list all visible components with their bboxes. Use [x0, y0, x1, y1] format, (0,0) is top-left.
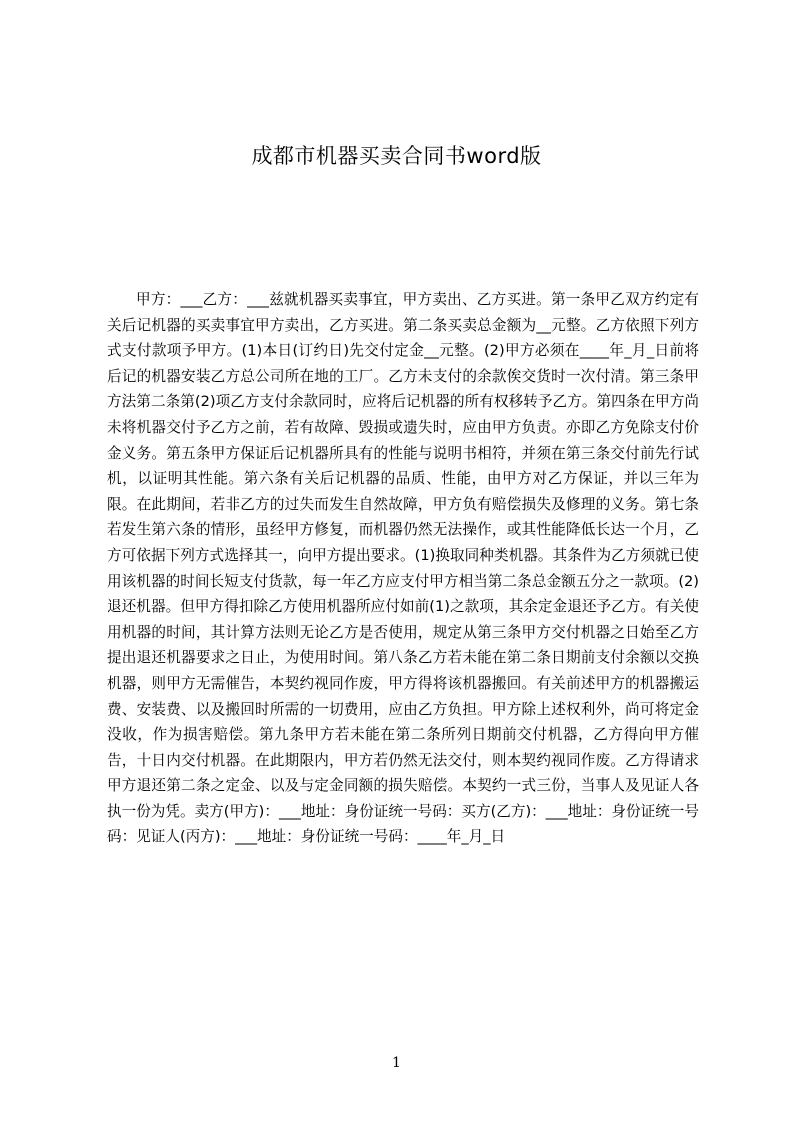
contract-body-text: 甲方：___乙方：___兹就机器买卖事宜，甲方卖出、乙方买进。第一条甲乙双方约定有关后记机器的买卖事宜甲方卖出，乙方买进。第二条买卖总金额为__元整。乙方依照下列方式支付款项予甲方。(1)本日(订约日)先交付定金__元整。(2)甲方必须在____年_月_日前将后记的机器安装乙方总公司所在地的工厂。乙方未支付的余款俟交货时一次付清。第三条甲方法第二条第(2)项乙方支付余款同时，应将后记机器的所有权移转予乙方。第四条在甲方尚未将机器交付予乙方之前，若有故障、毁损或遗失时，应由甲方负责。亦即乙方免除支付价金义务。第五条甲方保证后记机器所具有的性能与说明书相符，并须在第三条交付前先行试机，以证明其性能。第六条有关后记机器的品质、性能，由甲方对乙方保证，并以三年为限。在此期间，若非乙方的过失而发生自然故障，甲方负有赔偿损失及修理的义务。第七条若发生第六条的情形，虽经甲方修复，而机器仍然无法操作，或其性能降低长达一个月，乙方可依据下列方式选择其一，向甲方提出要求。(1)换取同种类机器。其条件为乙方须就已使用该机器的时间长短支付货款，每一年乙方应支付甲方相当第二条总金额五分之一款项。(2)退还机器。但甲方得扣除乙方使用机器所应付如前(1)之款项，其余定金退还予乙方。有关使用机器的时间，其计算方法则无论乙方是否使用，规定从第三条甲方交付机器之日始至乙方提出退还机器要求之日止，为使用时间。第八条乙方若未能在第二条日期前支付余额以交换机器，则甲方无需催告，本契约视同作废，甲方得将该机器搬回。有关前述甲方的机器搬运费、安装费、以及搬回时所需的一切费用，应由乙方负担。甲方除上述权利外，尚可将定金没收，作为损害赔偿。第九条甲方若未能在第二条所列日期前交付机器，乙方得向甲方催告，十日内交付机器。在此期限内，甲方若仍然无法交付，则本契约视同作废。乙方得请求甲方退还第二条之定金、以及与定金同额的损失赔偿。本契约一式三份，当事人及见证人各执一份为凭。卖方(甲方)：___地址：身份证统一号码：买方(乙方)：___地址：身份证统一号码：见证人(丙方)：___地址：身份证统一号码：____年_月_日 — [107, 291, 699, 846]
page-number: 1 — [392, 1055, 401, 1071]
document-title: 成都市机器买卖合同书word版 — [251, 144, 542, 168]
